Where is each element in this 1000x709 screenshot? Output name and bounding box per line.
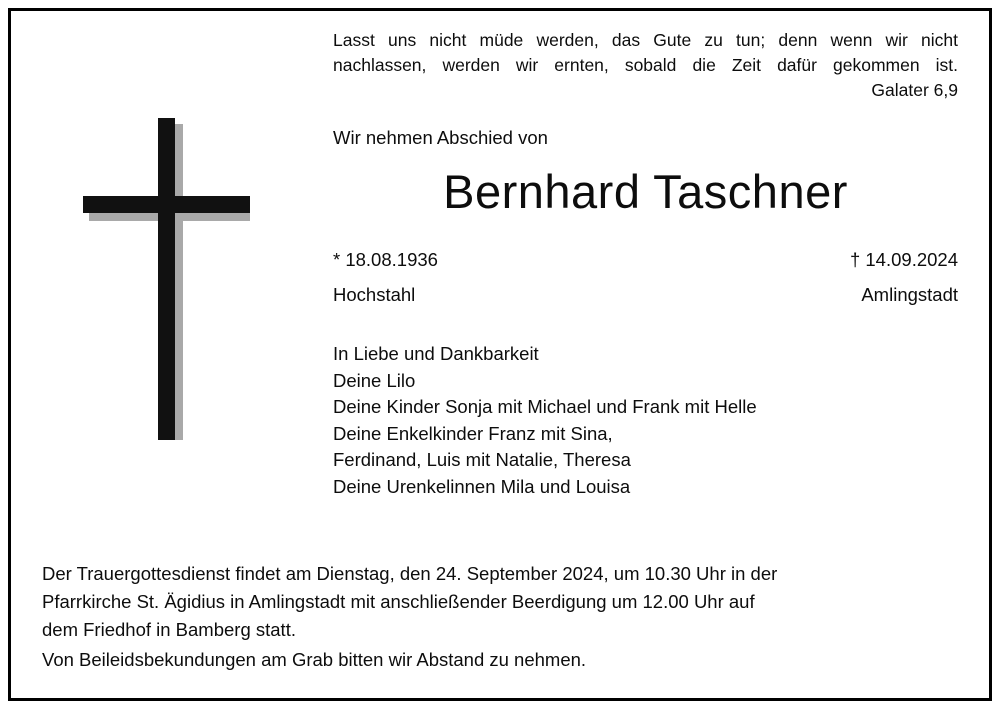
cross-horizontal-bar: [83, 196, 250, 213]
cross-vertical-shadow: [175, 124, 183, 440]
verse-line-1: Lasst uns nicht müde werden, das Gute zu tun; denn wenn wir nicht: [333, 30, 958, 50]
service-line-3: dem Friedhof in Bamberg statt.: [42, 619, 296, 640]
verse-line-2: nachlassen, werden wir ernten, sobald die Zeit dafür gekommen ist.: [333, 55, 958, 75]
dates-row: [333, 247, 958, 273]
birth-place: Hochstahl: [333, 284, 416, 305]
death-date: † 14.09.2024: [849, 249, 958, 270]
mourners-line: Deine Lilo: [333, 369, 416, 391]
service-line-1: Der Trauergottesdienst findet am Dienstag, den 24. September 2024, um 10.30 Uhr in der: [42, 563, 778, 584]
verse-source: Galater 6,9: [871, 80, 958, 100]
condolence-note: Von Beileidsbekundungen am Grab bitten wir Abstand zu nehmen.: [42, 649, 587, 670]
mourners-block: [333, 341, 958, 500]
farewell-intro: Wir nehmen Abschied von: [333, 127, 548, 148]
mourners-line: Deine Enkelkinder Franz mit Sina,: [333, 422, 613, 444]
birth-date: * 18.08.1936: [333, 249, 438, 270]
cross-graphic: [60, 100, 290, 460]
mourners-heading: In Liebe und Dankbarkeit: [333, 343, 539, 364]
death-place: Amlingstadt: [861, 284, 958, 305]
service-details: [42, 560, 958, 674]
cross-vertical-bar: [158, 118, 175, 440]
places-row: [333, 282, 958, 308]
mourners-line: Ferdinand, Luis mit Natalie, Theresa: [333, 449, 631, 470]
mourners-line: Deine Kinder Sonja mit Michael und Frank mit Helle: [333, 396, 757, 417]
service-line-2: Pfarrkirche St. Ägidius in Amlingstadt mit anschließender Beerdigung um 12.00 Uhr auf: [42, 591, 755, 612]
deceased-name: Bernhard Taschner: [443, 165, 848, 218]
mourners-line: Deine Urenkelinnen Mila und Louisa: [333, 475, 631, 497]
obituary-content: [333, 28, 958, 500]
